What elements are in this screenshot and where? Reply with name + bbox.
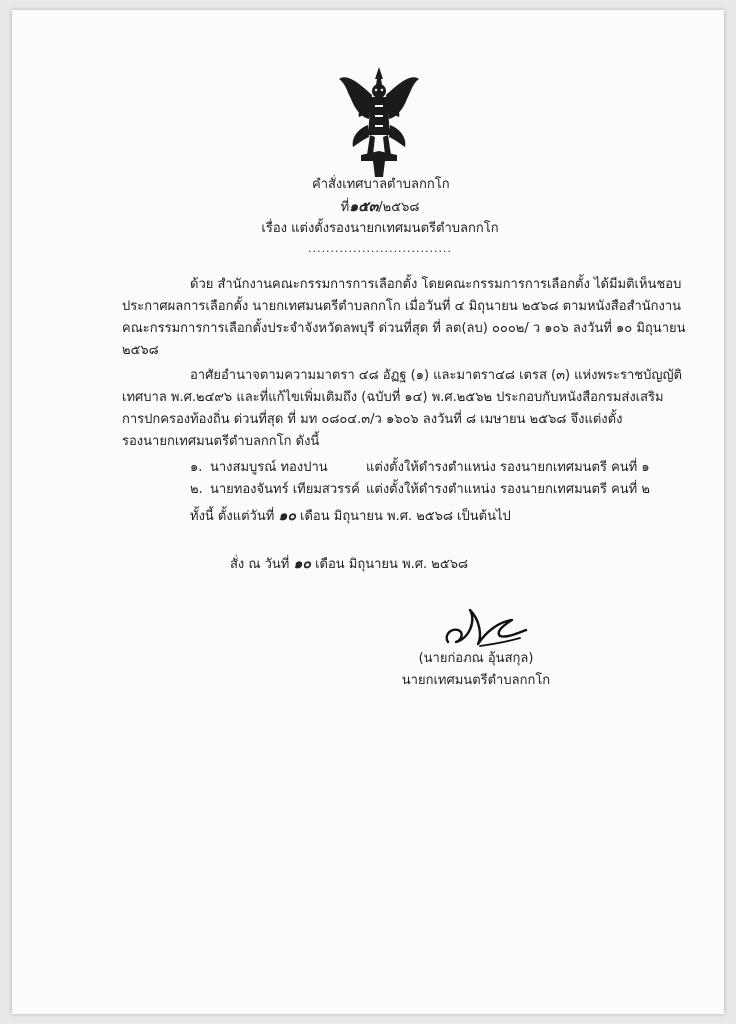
document-title: คำสั่งเทศบาลตำบลกกโก <box>312 177 450 192</box>
order-number-handwritten: ๑๕๓ <box>349 199 379 215</box>
signatory-title: นายกเทศมนตรีตำบลกกโก <box>401 673 551 688</box>
effective-day-handwritten: ๑๐ <box>278 508 296 524</box>
para1-line3: คณะกรรมการการเลือกตั้งประจำจังหวัดลพบุรี ด่วนที่สุด ที่ ลต(ลบ) ๐๐๐๒/ ว ๑๐๖ ลงวันที่ ๑๐ มิถุนายน <box>122 321 686 336</box>
garuda-emblem-icon <box>337 65 421 180</box>
document-page <box>12 10 724 1014</box>
appointee-name: นางสมบูรณ์ ทองปาน <box>210 460 328 475</box>
header-separator: ................................ <box>308 242 452 255</box>
para2-line2: เทศบาล พ.ศ.๒๔๙๖ และที่แก้ไขเพิ่มเติมถึง (ฉบับที่ ๑๔) พ.ศ.๒๕๖๒ ประกอบกับหนังสือกรมส่งเสริม <box>122 390 664 405</box>
order-number-suffix: /๒๕๖๘ <box>378 200 420 215</box>
order-date <box>230 555 468 574</box>
effective-suffix: เดือน มิถุนายน พ.ศ. ๒๕๖๘ เป็นต้นไป <box>300 509 511 524</box>
appointee-number: ๒. <box>190 482 203 497</box>
signatory-name: (นายก่อภณ อุ้นสกุล) <box>418 651 534 666</box>
para2-line1: อาศัยอำนาจตามความมาตรา ๔๘ อัฏฐ (๑) และมาตรา๔๘ เตรส (๓) แห่งพระราชบัญญัติ <box>190 368 682 383</box>
effective-prefix: ทั้งนี้ ตั้งแต่วันที่ <box>190 509 275 524</box>
document-subject: เรื่อง แต่งตั้งรองนายกเทศมนตรีตำบลกกโก <box>261 221 499 236</box>
para2-line4: รองนายกเทศมนตรีตำบลกกโก ดังนี้ <box>122 434 320 449</box>
order-number-prefix: ที่ <box>340 200 350 215</box>
para1-line2: ประกาศผลการเลือกตั้ง นายกเทศมนตรีตำบลกกโก เมื่อวันที่ ๔ มิถุนายน ๒๕๖๘ ตามหนังสือสำนักงาน <box>122 299 682 314</box>
appointee-position: แต่งตั้งให้ดำรงตำแหน่ง รองนายกเทศมนตรี คนที่ ๒ <box>366 482 650 497</box>
para1-line4: ๒๕๖๘ <box>122 343 159 358</box>
para1-line1: ด้วย สำนักงานคณะกรรมการการเลือกตั้ง โดยคณะกรรมการการเลือกตั้ง ได้มีมติเห็นชอบ <box>190 277 682 292</box>
appointee-name: นายทองจันทร์ เทียมสวรรค์ <box>210 482 360 497</box>
order-date-day-handwritten: ๑๐ <box>293 556 311 572</box>
order-number <box>312 198 448 217</box>
order-date-prefix: สั่ง ณ วันที่ <box>230 557 290 572</box>
appointee-number: ๑. <box>190 460 203 475</box>
para2-line3: การปกครองท้องถิ่น ด่วนที่สุด ที่ มท ๐๘๐๔.๓/ว ๑๖๐๖ ลงวันที่ ๘ เมษายน ๒๕๖๘ จึงแต่งตั้ง <box>122 412 623 427</box>
order-date-suffix: เดือน มิถุนายน พ.ศ. ๒๕๖๘ <box>315 557 468 572</box>
effective-date <box>190 507 511 526</box>
appointee-position: แต่งตั้งให้ดำรงตำแหน่ง รองนายกเทศมนตรี คนที่ ๑ <box>366 460 650 475</box>
